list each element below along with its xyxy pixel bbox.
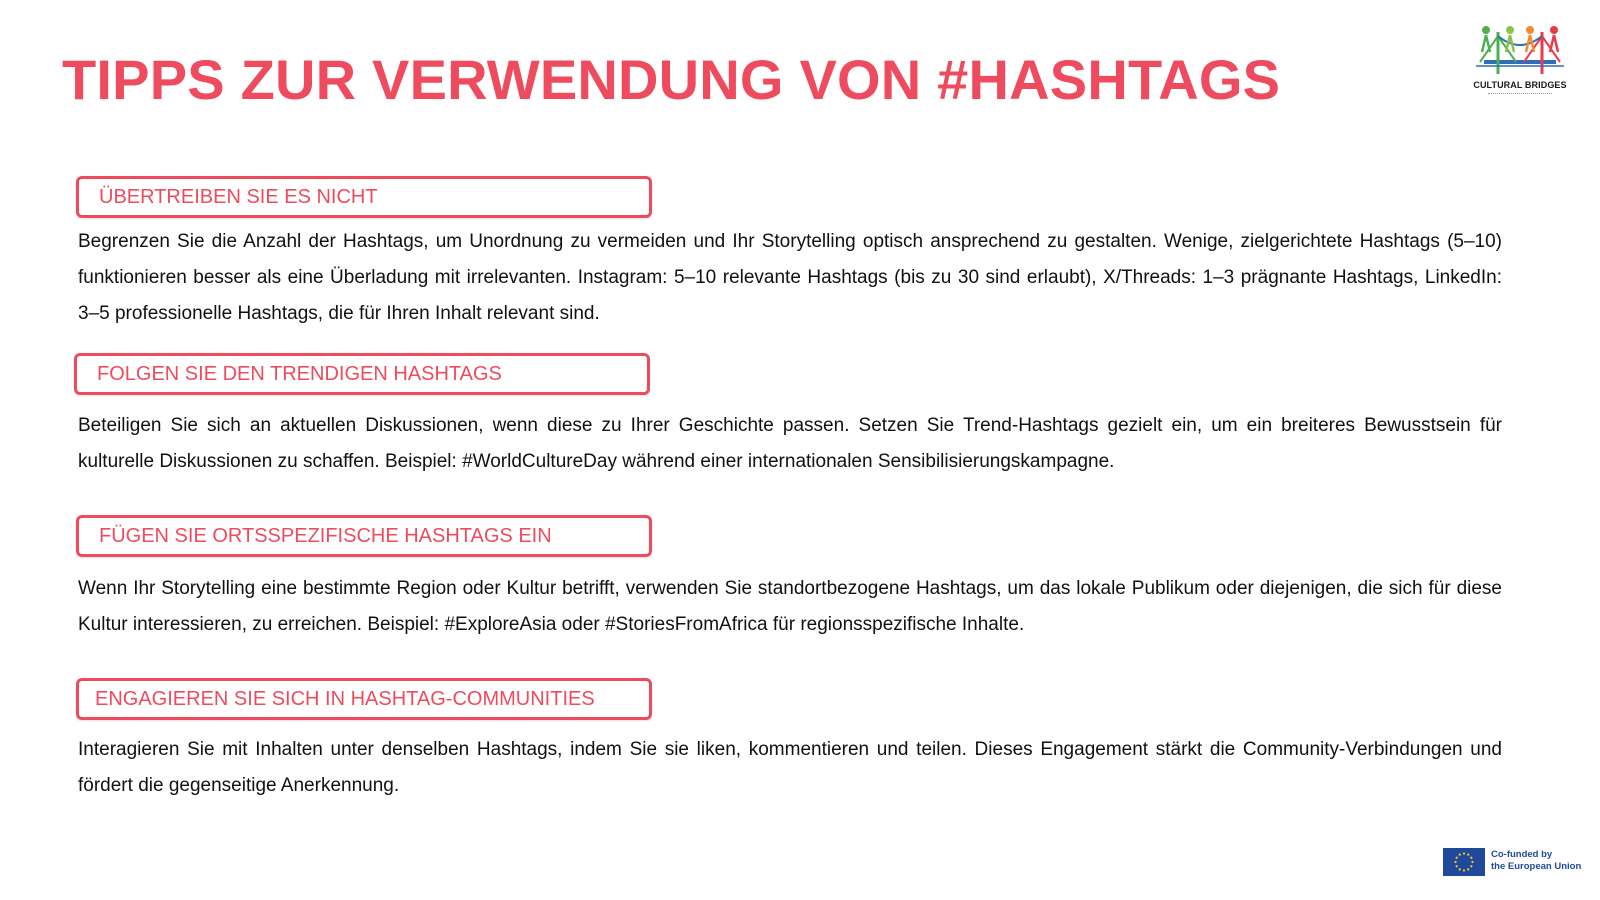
eu-star xyxy=(1470,865,1472,867)
section-heading-4: ENGAGIEREN SIE SICH IN HASHTAG-COMMUNITIES xyxy=(76,678,652,720)
eu-star xyxy=(1454,861,1456,863)
section-heading-3: FÜGEN SIE ORTSSPEZIFISCHE HASHTAGS EIN xyxy=(76,515,652,557)
logo-text: CULTURAL BRIDGES xyxy=(1473,80,1567,90)
section-body-4: Interagieren Sie mit Inhalten unter denselben Hashtags, indem Sie sie liken, kommentieren und teilen. Dieses Engagement stärkt die Community-Verbindungen und fördert die gegenseitige Anerkennung. xyxy=(78,739,1502,796)
eu-cofunded-text xyxy=(1491,849,1587,873)
section-heading-1: ÜBERTREIBEN SIE ES NICHT xyxy=(76,176,652,218)
cultural-bridges-logo xyxy=(1470,22,1570,98)
section-body-3: Wenn Ihr Storytelling eine bestimmte Region oder Kultur betrifft, verwenden Sie standortbezogene Hashtags, um das lokale Publikum oder diejenigen, die sich für diese Kultur interessieren, zu erreichen. Beispiel: #ExploreAsia oder #StoriesFromAfrica für regionsspezifische Inhalte. xyxy=(78,578,1502,635)
eu-line-1: Co-funded by xyxy=(1491,849,1553,860)
eu-flag-icon xyxy=(1443,848,1485,876)
eu-line-2: the European Union xyxy=(1491,861,1582,872)
section-body-1: Begrenzen Sie die Anzahl der Hashtags, um Unordnung zu vermeiden und Ihr Storytelling optisch ansprechend zu gestalten. Wenige, zielgerichtete Hashtags (5–10) funktionieren besser als eine Überladung mit irrelevanten. Instagram: 5–10 relevante Hashtags (bis zu 30 sind erlaubt), X/Threads: 1–3 prägnante Hashtags, LinkedIn: 3–5 professionelle Hashtags, die für Ihren Inhalt relevant sind. xyxy=(78,231,1502,324)
section-heading-2: FOLGEN SIE DEN TRENDIGEN HASHTAGS xyxy=(74,353,650,395)
page-title: TIPPS ZUR VERWENDUNG VON #HASHTAGS xyxy=(62,48,1281,111)
eu-star xyxy=(1456,857,1458,859)
eu-star xyxy=(1471,861,1473,863)
eu-star xyxy=(1463,869,1465,871)
eu-star xyxy=(1459,868,1461,870)
eu-star xyxy=(1467,868,1469,870)
eu-star xyxy=(1456,865,1458,867)
eu-star xyxy=(1459,854,1461,856)
section-body-2: Beteiligen Sie sich an aktuellen Diskussionen, wenn diese zu Ihrer Geschichte passen. Setzen Sie Trend-Hashtags gezielt ein, um ein breiteres Bewusstsein für kulturelle Diskussionen zu schaffen. Beispiel: #WorldCultureDay während einer internationalen Sensibilisierungskampagne. xyxy=(78,415,1502,472)
logo-divider xyxy=(1488,93,1552,96)
eu-star xyxy=(1470,857,1472,859)
eu-star xyxy=(1463,852,1465,854)
eu-cofunded-logo xyxy=(1443,848,1583,878)
eu-star xyxy=(1467,854,1469,856)
bridge-people-logo-icon xyxy=(1470,22,1570,78)
